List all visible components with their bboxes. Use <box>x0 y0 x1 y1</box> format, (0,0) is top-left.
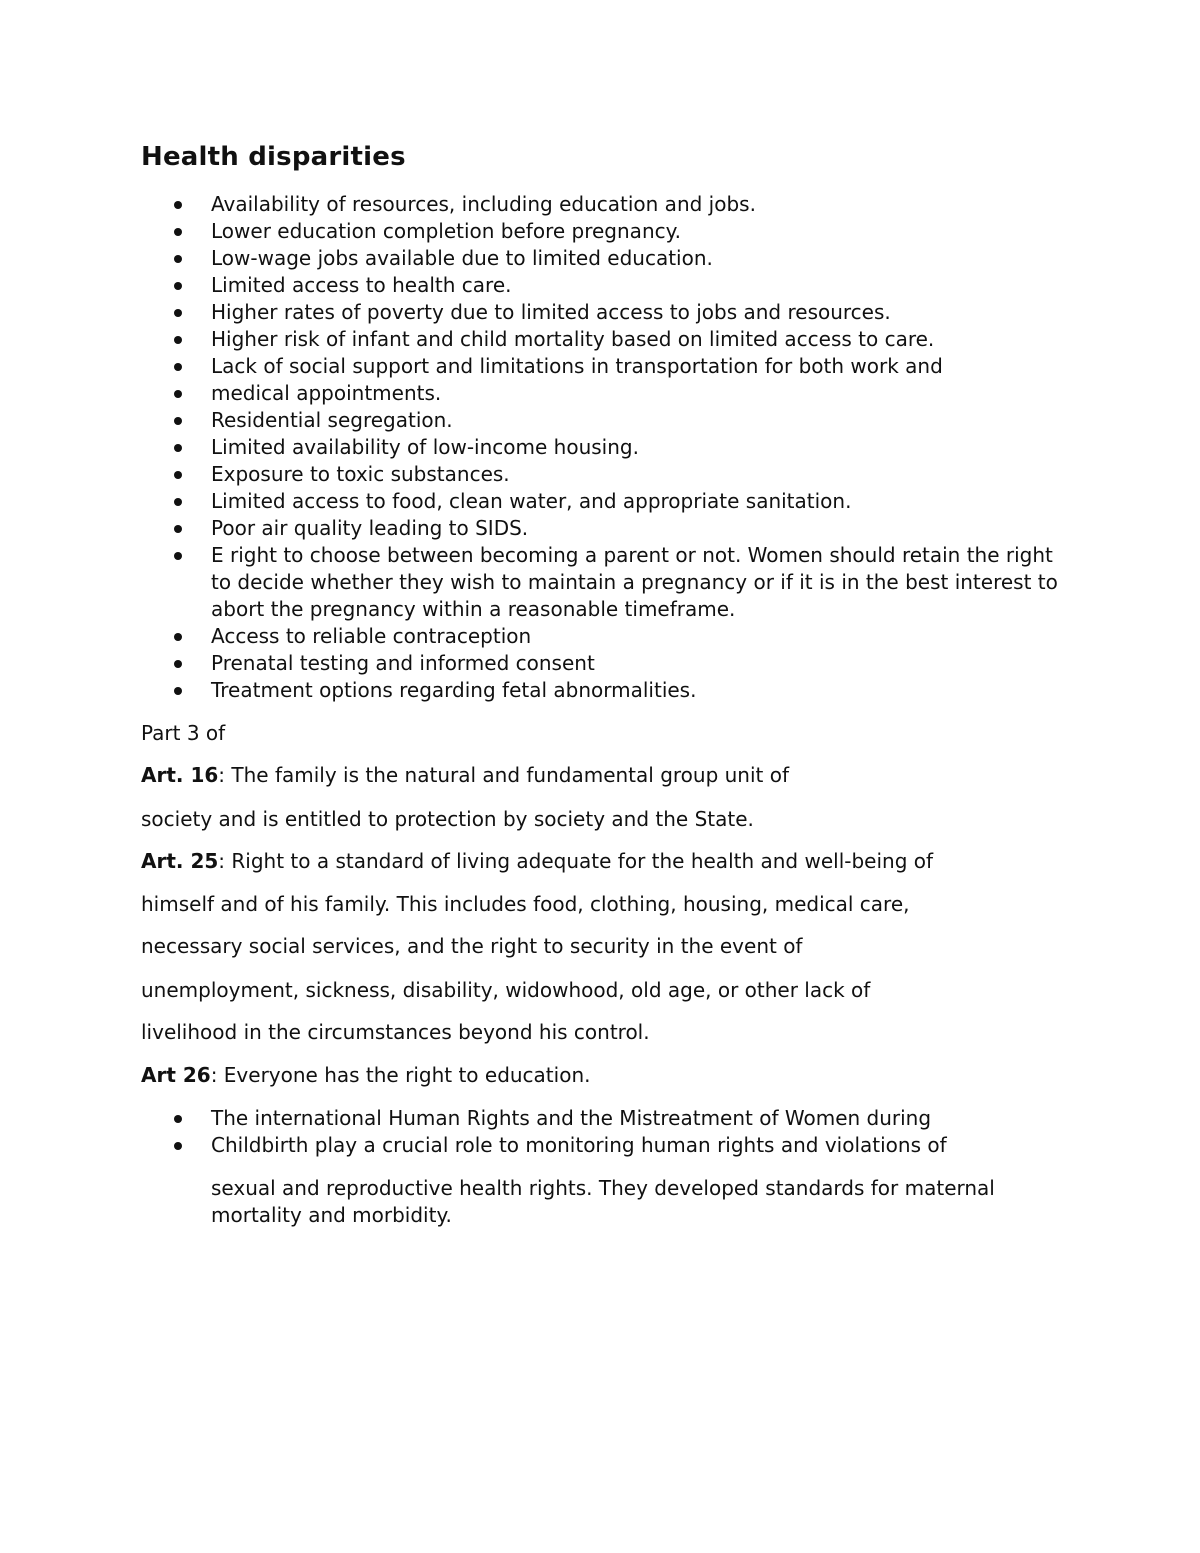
art26-label: Art 26 <box>141 1063 211 1087</box>
bullet-icon <box>174 552 182 560</box>
list-item: Higher risk of infant and child mortality based on limited access to care. <box>141 326 1071 353</box>
bullet-icon <box>174 390 182 398</box>
bullet-icon <box>174 1142 182 1150</box>
art26-line-1: Art 26: Everyone has the right to education. <box>141 1063 591 1087</box>
bullet-icon <box>174 255 182 263</box>
bullet-icon <box>174 282 182 290</box>
list-item: Lower education completion before pregnancy. <box>141 218 1071 245</box>
list-item: Limited availability of low-income housing. <box>141 434 1071 461</box>
bullet-icon <box>174 228 182 236</box>
bullet-icon <box>174 201 182 209</box>
bullet-icon <box>174 309 182 317</box>
bullet-icon <box>174 633 182 641</box>
list-item: Residential segregation. <box>141 407 1071 434</box>
list-item: Access to reliable contraception <box>141 623 1071 650</box>
disparities-list <box>141 191 1071 704</box>
list-item: Limited access to food, clean water, and appropriate sanitation. <box>141 488 1071 515</box>
list-item: Lack of social support and limitations in transportation for both work and <box>141 353 1071 380</box>
bullet-icon <box>174 336 182 344</box>
list-item: The international Human Rights and the Mistreatment of Women during <box>141 1105 1071 1132</box>
list-item: medical appointments. <box>141 380 1071 407</box>
list-item: Poor air quality leading to SIDS. <box>141 515 1071 542</box>
art25-line-5: livelihood in the circumstances beyond his control. <box>141 1020 650 1044</box>
list-item: Prenatal testing and informed consent <box>141 650 1071 677</box>
list-item: Childbirth play a crucial role to monitoring human rights and violations of sexual and reproductive health rights. They developed standards for maternal mortality and morbidity. <box>141 1132 1071 1229</box>
human-rights-list <box>141 1105 1071 1229</box>
bullet-icon <box>174 1115 182 1123</box>
bullet-icon <box>174 444 182 452</box>
art25-line-2: himself and of his family. This includes food, clothing, housing, medical care, <box>141 892 910 916</box>
art25-line-4: unemployment, sickness, disability, widowhood, old age, or other lack of <box>141 978 871 1002</box>
part-label: Part 3 of <box>141 721 226 745</box>
page-title: Health disparities <box>141 142 406 172</box>
art25-line-3: necessary social services, and the right to security in the event of <box>141 934 803 958</box>
bullet-icon <box>174 525 182 533</box>
list-item: Low-wage jobs available due to limited education. <box>141 245 1071 272</box>
art25-line-1: Art. 25: Right to a standard of living adequate for the health and well-being of <box>141 849 934 873</box>
bullet-icon <box>174 471 182 479</box>
list-item: Exposure to toxic substances. <box>141 461 1071 488</box>
bullet-icon <box>174 363 182 371</box>
bullet-icon <box>174 498 182 506</box>
list-item: Availability of resources, including education and jobs. <box>141 191 1071 218</box>
art25-label: Art. 25 <box>141 849 219 873</box>
bullet-icon <box>174 687 182 695</box>
list-item: Limited access to health care. <box>141 272 1071 299</box>
list-item: Treatment options regarding fetal abnormalities. <box>141 677 1071 704</box>
art16-line-1: Art. 16: The family is the natural and fundamental group unit of <box>141 763 790 787</box>
art16-line-2: society and is entitled to protection by society and the State. <box>141 807 754 831</box>
bullet-icon <box>174 417 182 425</box>
art16-label: Art. 16 <box>141 763 219 787</box>
list-item: Higher rates of poverty due to limited access to jobs and resources. <box>141 299 1071 326</box>
bullet-icon <box>174 660 182 668</box>
list-item: E right to choose between becoming a parent or not. Women should retain the right to decide whether they wish to maintain a pregnancy or if it is in the best interest to abort the pregnancy within a reasonable timeframe. <box>141 542 1071 623</box>
